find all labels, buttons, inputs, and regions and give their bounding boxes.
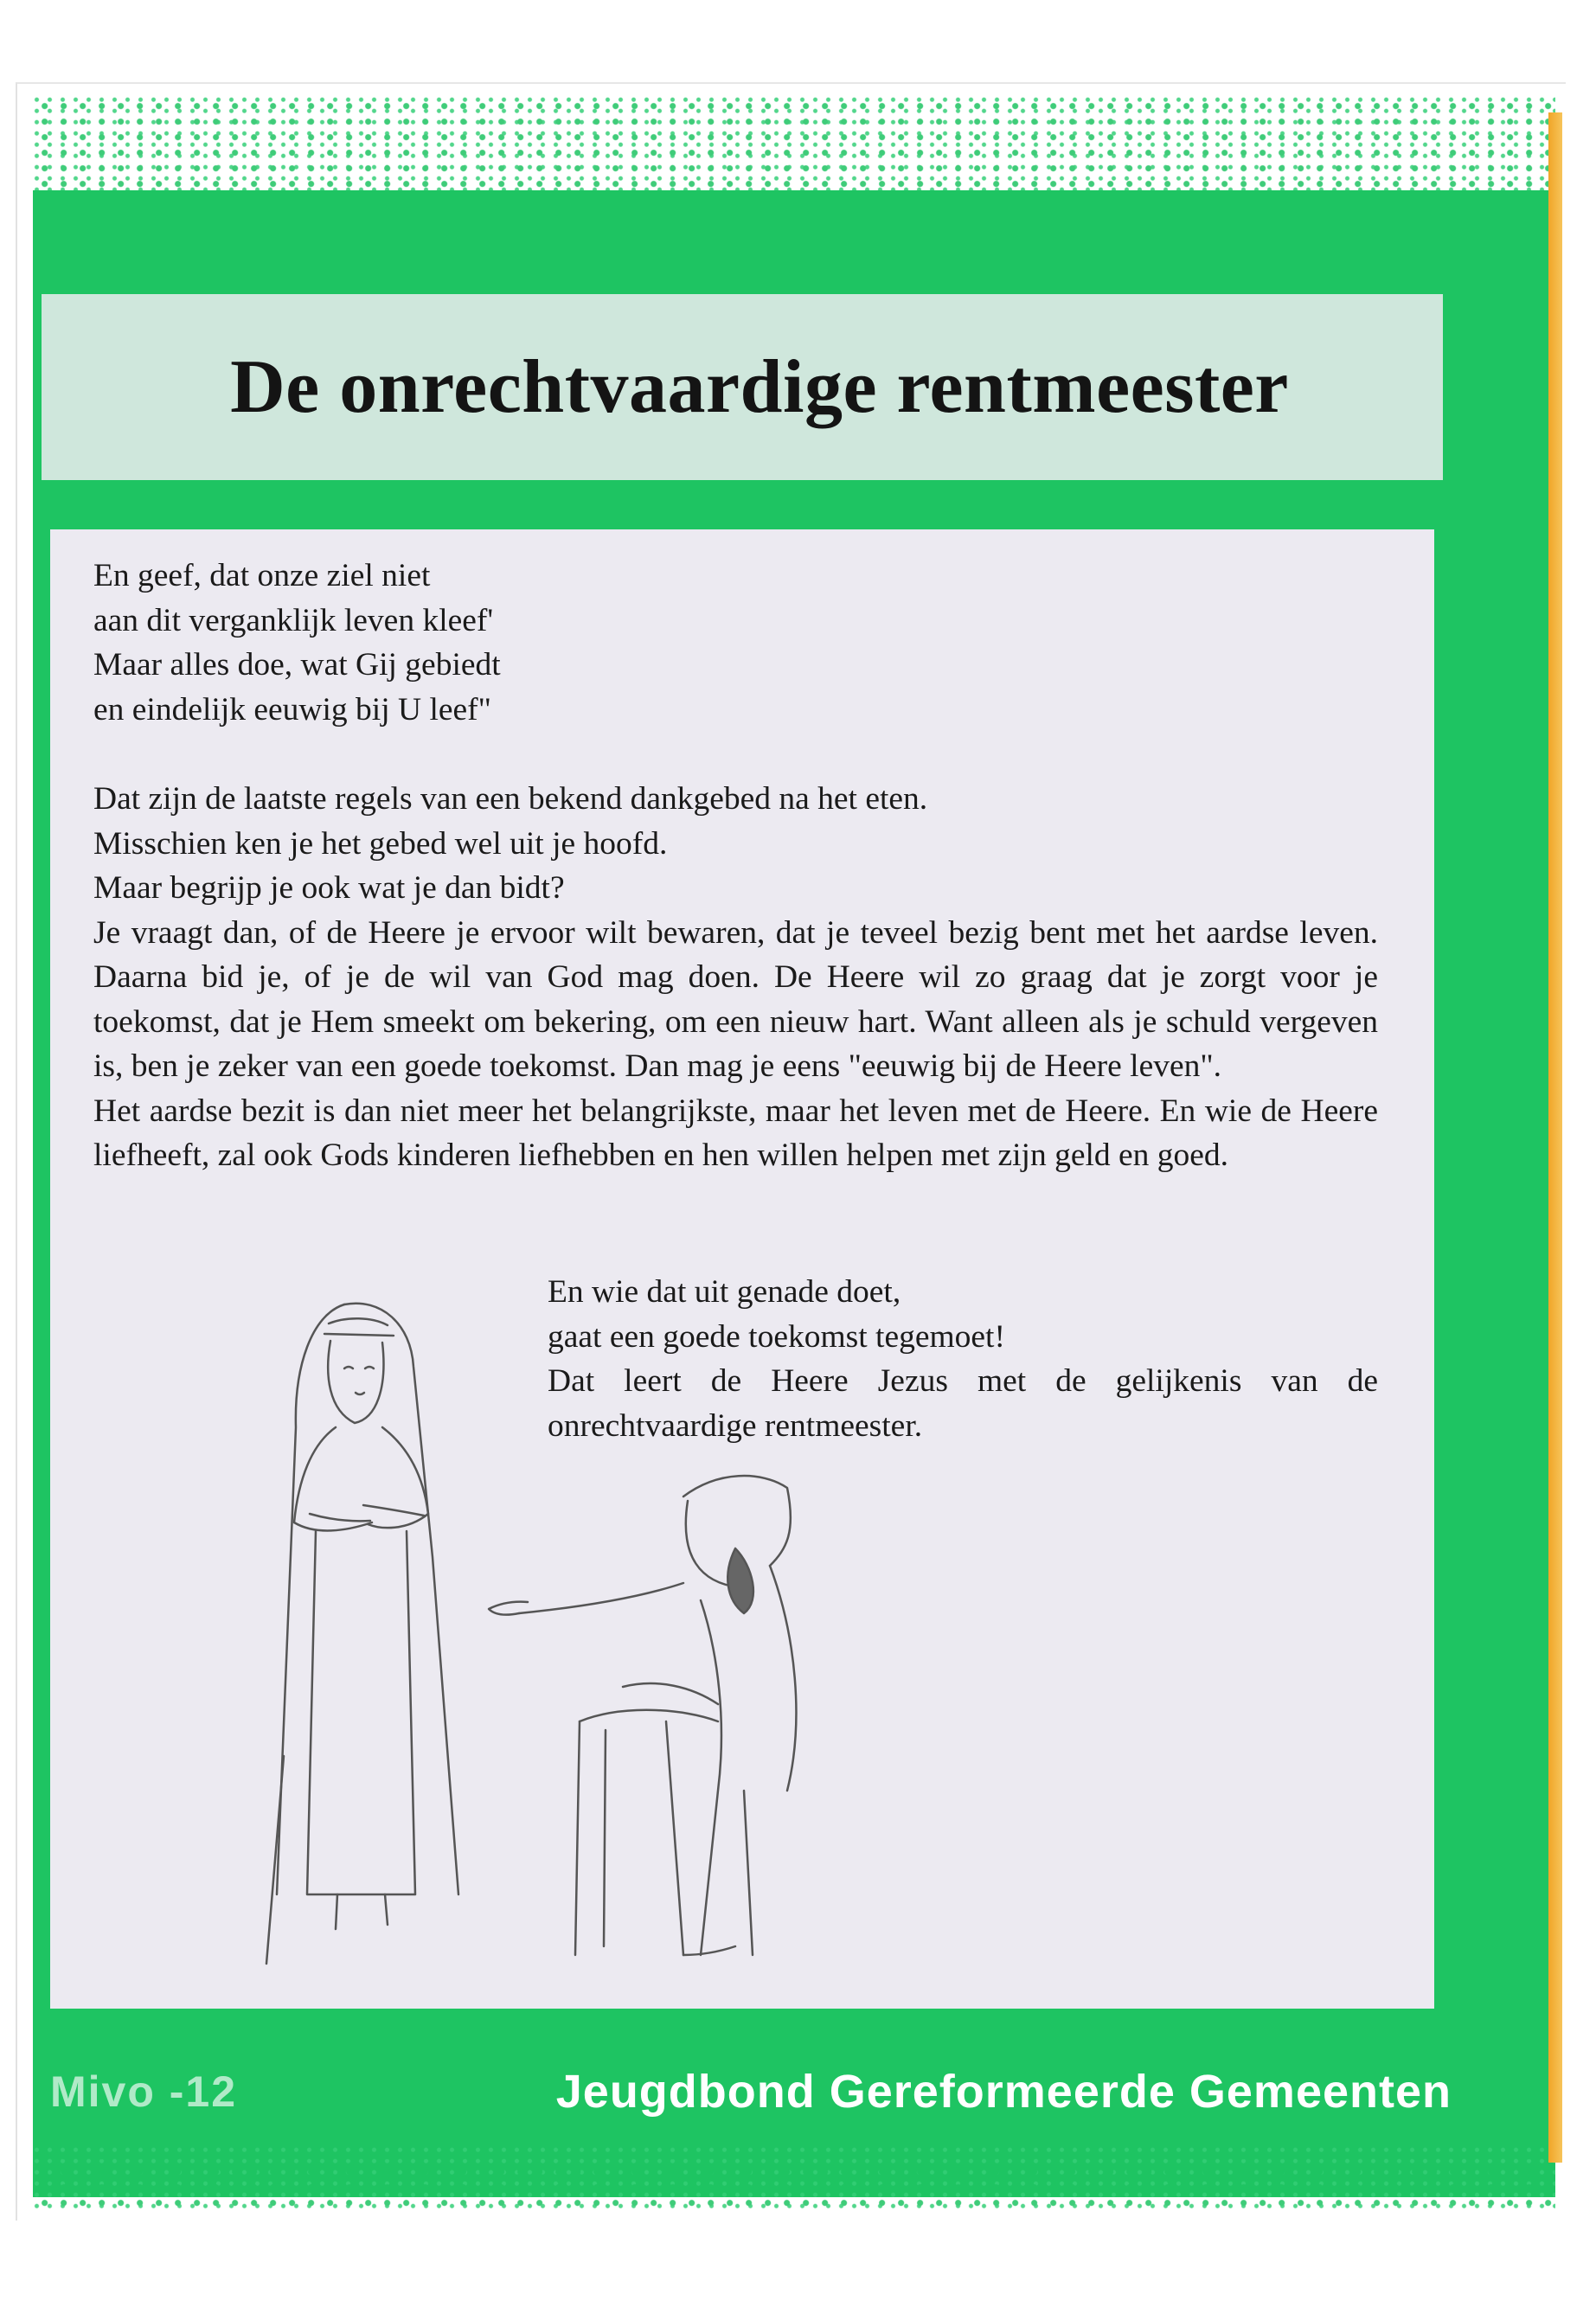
seated-figure-drawing bbox=[489, 1476, 796, 1955]
poem-line: en eindelijk eeuwig bij U leef" bbox=[93, 691, 491, 727]
closing-line: En wie dat uit genade doet, bbox=[548, 1274, 901, 1310]
closing-text bbox=[548, 1270, 1378, 1448]
poem-line: aan dit verganklijk leven kleef' bbox=[93, 602, 494, 638]
series-label: Mivo -12 bbox=[50, 2067, 238, 2116]
title-bar bbox=[42, 294, 1443, 480]
paragraph-possessions: Het aardse bezit is dan niet meer het belangrijkste, maar het leven met de Heere. En wie de Heere liefheeft, zal ook Gods kinderen liefhebben en hen willen helpen met zijn geld en goed. bbox=[93, 1093, 1378, 1173]
closing-line: Dat leert de Heere Jezus met de gelijkenis van de onrechtvaardige rentmeester. bbox=[548, 1363, 1378, 1444]
poem-line: En geef, dat onze ziel niet bbox=[93, 558, 431, 593]
poem bbox=[93, 554, 1378, 732]
intro-line: Maar begrijp je ook wat je dan bidt? bbox=[93, 870, 565, 906]
closing-line: gaat een goede toekomst tegemoet! bbox=[548, 1318, 1005, 1355]
body-text bbox=[93, 554, 1378, 1178]
intro bbox=[93, 777, 1378, 911]
poem-line: Maar alles doe, wat Gij gebiedt bbox=[93, 647, 501, 683]
organization-name: Jeugdbond Gereformeerde Gemeenten bbox=[555, 2066, 1452, 2118]
intro-line: Misschien ken je het gebed wel uit je hoofd. bbox=[93, 825, 668, 862]
orange-page-edge bbox=[1548, 112, 1562, 2163]
standing-figure-drawing bbox=[266, 1304, 458, 1964]
page-title: De onrechtvaardige rentmeester bbox=[230, 345, 1289, 429]
green-speckle-bottom bbox=[33, 2145, 1555, 2214]
intro-line: Dat zijn de laatste regels van een bekend dankgebed na het eten. bbox=[93, 781, 928, 817]
paragraph-prayer: Je vraagt dan, of de Heere je ervoor wilt bewaren, dat je teveel bezig bent met het aardse leven. Daarna bid je, of je de wil van God mag doen. De Heere wil zo graag dat je zorgt voor je toekomst, dat je Hem smeekt om bekering, om een nieuw hart. Want alleen als je schuld vergeven is, ben je zeker van een goede toekomst. Dan mag je eens "eeuwig bij de Heere leven". bbox=[93, 914, 1378, 1084]
footer bbox=[50, 2057, 1452, 2126]
